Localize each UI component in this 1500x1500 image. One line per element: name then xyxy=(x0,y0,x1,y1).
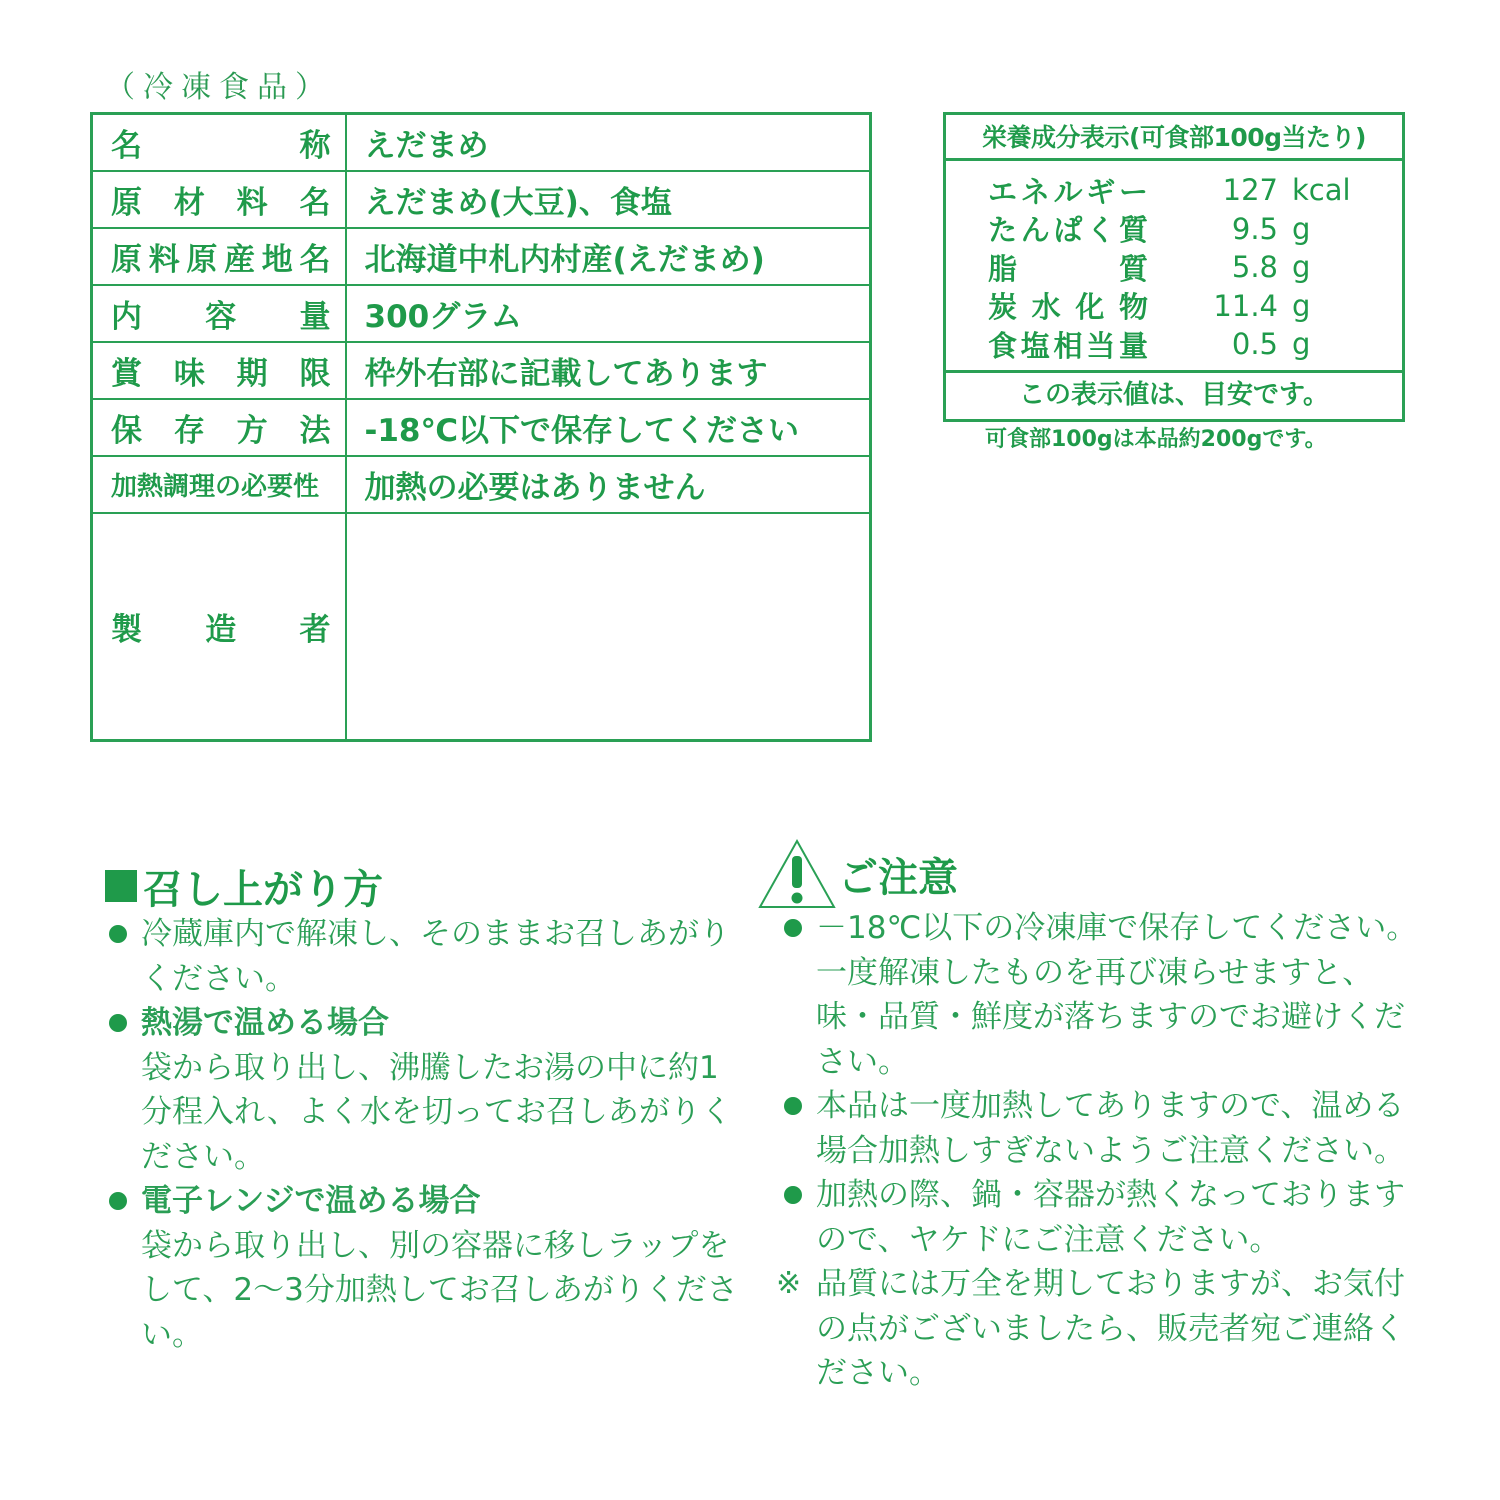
table-row xyxy=(92,513,871,741)
caution-item-body: 加熱の際、鍋・容器が熱くなっておりますので、ヤケドにご注意ください。 xyxy=(816,1177,1405,1258)
list-item xyxy=(105,1179,745,1357)
caution-list xyxy=(776,906,1418,1396)
row-label-name: 名称 xyxy=(92,114,346,171)
nutrient-unit: g xyxy=(1292,211,1311,246)
table-row xyxy=(92,114,871,171)
list-item xyxy=(105,1001,745,1179)
row-label-best-before: 賞味期限 xyxy=(92,342,346,399)
bullet-icon xyxy=(109,925,127,943)
howto-item-head: 電子レンジで温める場合 xyxy=(141,1183,481,1219)
table-row xyxy=(92,228,871,285)
nutrient-value: 0.5 xyxy=(1231,327,1278,362)
bullet-icon xyxy=(784,919,802,937)
nutrient-value: 11.4 xyxy=(1213,288,1278,323)
nutrient-name: たんぱく質 xyxy=(988,213,1148,248)
list-item xyxy=(780,1084,1418,1173)
nutrient-value: 5.8 xyxy=(1231,250,1278,285)
row-label-origin: 原料原産地名 xyxy=(92,228,346,285)
list-item xyxy=(780,906,1418,1084)
bullet-icon xyxy=(109,1192,127,1210)
howto-title xyxy=(105,860,745,912)
table-row xyxy=(92,342,871,399)
list-item xyxy=(776,1262,1418,1396)
nutrition-title: 栄養成分表示(可食部100g当たり) xyxy=(946,115,1402,161)
row-label-heating: 加熱調理の必要性 xyxy=(92,456,346,513)
nutrient-unit: g xyxy=(1292,250,1311,285)
row-label-manufacturer: 製造者 xyxy=(92,513,346,741)
product-info-table xyxy=(90,112,872,742)
row-label-ingredients: 原材料名 xyxy=(92,171,346,228)
nutrient-unit: kcal xyxy=(1292,173,1351,208)
howto-item-body: 袋から取り出し、別の容器に移しラップをして、2～3分加熱してお召しあがりください。 xyxy=(141,1227,738,1353)
nutrition-row xyxy=(946,325,1402,364)
nutrition-row xyxy=(946,287,1402,326)
nutrition-footer: この表示値は、目安です。 xyxy=(1019,379,1329,410)
nutrition-row xyxy=(946,171,1402,210)
nutrient-unit: g xyxy=(1292,288,1311,323)
nutrition-row xyxy=(946,248,1402,287)
frozen-food-caption: （冷凍食品） xyxy=(105,70,333,105)
howto-item-head: 熱湯で温める場合 xyxy=(141,1005,389,1041)
howto-item-body: 袋から取り出し、沸騰したお湯の中に約1分程入れ、よく水を切ってお召しあがりください。 xyxy=(141,1049,732,1175)
list-item xyxy=(105,912,745,1001)
table-row xyxy=(92,399,871,456)
caution-title xyxy=(758,838,1418,910)
row-value-quantity: 300グラム xyxy=(346,285,871,342)
nutrition-rows xyxy=(946,161,1402,373)
square-bullet-icon xyxy=(105,870,137,902)
row-value-ingredients: えだまめ(大豆)、食塩 xyxy=(346,171,871,228)
howto-title-text: 召し上がり方 xyxy=(143,866,383,913)
row-value-best-before: 枠外右部に記載してあります xyxy=(346,342,871,399)
row-value-name: えだまめ xyxy=(346,114,871,171)
row-label-storage: 保存方法 xyxy=(92,399,346,456)
warning-icon xyxy=(758,838,836,910)
nutrient-name: 食塩相当量 xyxy=(988,328,1148,363)
row-value-manufacturer xyxy=(346,513,871,741)
row-value-origin: 北海道中札内村産(えだまめ) xyxy=(346,228,871,285)
nutrient-value: 9.5 xyxy=(1231,211,1278,246)
table-row xyxy=(92,285,871,342)
list-item xyxy=(780,1173,1418,1262)
nutrition-note: 可食部100gは本品約200gです。 xyxy=(985,427,1327,452)
caution-section xyxy=(758,838,1418,1396)
caution-title-text: ご注意 xyxy=(838,854,958,901)
row-value-heating: 加熱の必要はありません xyxy=(346,456,871,513)
row-label-quantity: 内容量 xyxy=(92,285,346,342)
nutrient-name: 炭水化物 xyxy=(988,290,1148,325)
caution-item-body: －18℃以下の冷凍庫で保存してください。一度解凍したものを再び凍らせますと、味・品質・鮮度が落ちますのでお避けください。 xyxy=(816,910,1418,1080)
bullet-icon xyxy=(784,1097,802,1115)
howto-section xyxy=(105,860,745,1357)
row-value-storage: -18℃以下で保存してください xyxy=(346,399,871,456)
nutrition-facts-box xyxy=(943,112,1405,422)
nutrient-value: 127 xyxy=(1222,173,1278,208)
reference-mark-icon: ※ xyxy=(776,1266,802,1301)
caution-note: 品質には万全を期しておりますが、お気付の点がございましたら、販売者宛ご連絡ください。 xyxy=(816,1266,1405,1391)
nutrient-name: エネルギー xyxy=(988,174,1148,209)
table-row xyxy=(92,171,871,228)
bullet-icon xyxy=(109,1014,127,1032)
table-row xyxy=(92,456,871,513)
howto-list xyxy=(105,912,745,1357)
nutrient-name: 脂質 xyxy=(988,251,1148,286)
caution-item-body: 本品は一度加熱してありますので、温める場合加熱しすぎないようご注意ください。 xyxy=(816,1088,1405,1169)
nutrient-unit: g xyxy=(1292,327,1311,362)
nutrition-row xyxy=(946,210,1402,249)
bullet-icon xyxy=(784,1186,802,1204)
howto-item-body: 冷蔵庫内で解凍し、そのままお召しあがりください。 xyxy=(141,916,730,997)
